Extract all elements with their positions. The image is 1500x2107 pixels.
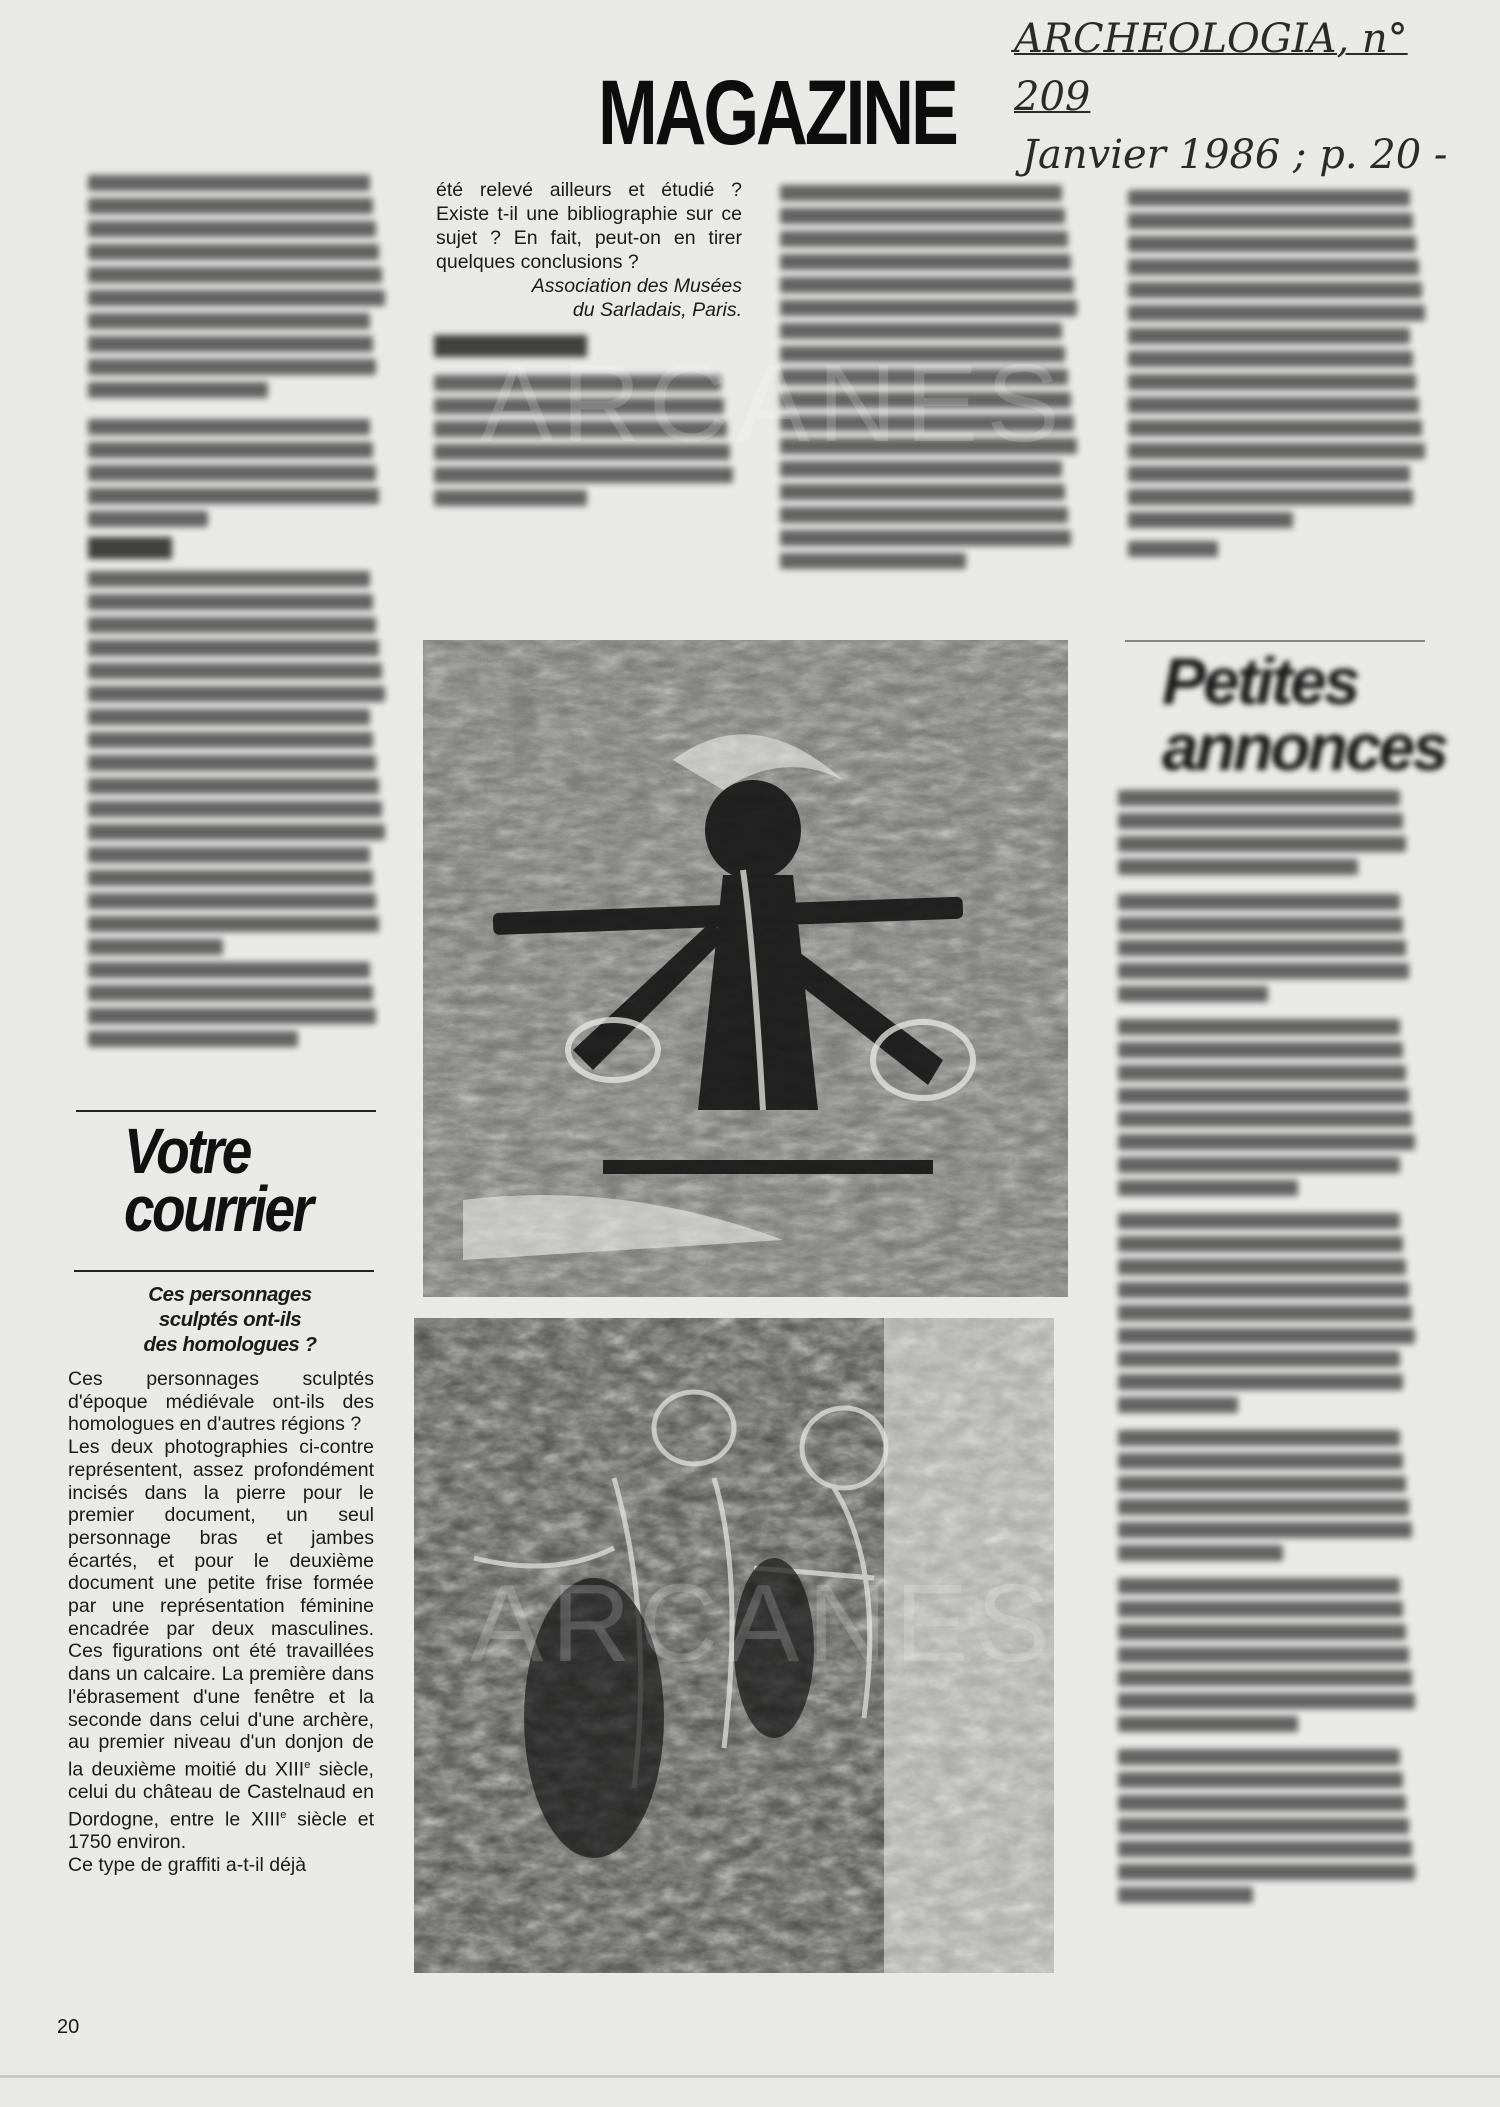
blurred-line (1118, 1157, 1400, 1173)
blurred-line (1118, 894, 1400, 910)
courrier-paragraph-1: Ces personnages sculptés d'époque médiévale ont-ils des homologues en d'autres régions ? (68, 1368, 374, 1436)
blurred-line (88, 640, 379, 656)
blurred-gap (1118, 1009, 1418, 1019)
blurred-line (1128, 489, 1413, 505)
blurred-line (88, 594, 373, 610)
blurred-line (1118, 1670, 1412, 1686)
blurred-line (1118, 1887, 1253, 1903)
blurred-line (88, 985, 373, 1001)
blurred-line (1118, 1716, 1298, 1732)
blurred-line (780, 438, 1077, 454)
classified-ads-heading: Petites annonces (1162, 644, 1447, 784)
blurred-line (88, 1031, 298, 1047)
courrier-title (124, 1115, 348, 1245)
blurred-line (88, 359, 376, 375)
blurred-line (780, 323, 1062, 339)
blurred-line (1118, 813, 1403, 829)
blurred-line (1128, 305, 1425, 321)
blurred-line (1118, 1088, 1409, 1104)
blurred-line (1128, 374, 1416, 390)
courrier-subtitle-line-2: sculptés ont-ils (158, 1308, 302, 1331)
blurred-line (88, 617, 376, 633)
blurred-line (1118, 1351, 1400, 1367)
handwritten-reference (1014, 10, 1484, 184)
blurred-line (88, 442, 373, 458)
right-blurred-column-bottom (1118, 790, 1418, 1910)
blurred-line (1118, 836, 1406, 852)
courrier-subtitle-line-3: des homologues ? (143, 1333, 317, 1356)
blurred-line (1118, 1795, 1406, 1811)
courrier-paragraph-2a: Les deux photographies ci-contre représentent, assez profondément incisés dans la pierre pour le premier document, un seul personnage bras et jambes écartés, et pour le deuxième document une petite frise formée par une représentation féminine encadrée par deux masculines. Ces figurations ont été travaillées dans un calcaire. La première dans l'ébrasement d'une fenêtre et la seconde dans celui d'une archère, au premier niveau d'un donjon de la deuxième moitié du XIII (68, 1436, 374, 1781)
courrier-paragraph-2b: siècle, celui du château de Castelnaud en Dordogne, entre le XIII (68, 1758, 374, 1831)
blurred-gap (1118, 1568, 1418, 1578)
letter-continuation-text: été relevé ailleurs et étudié ? Existe t-il une bibliographie sur ce sujet ? En fait, peut-on en tirer quelques conclusions ? (436, 179, 742, 273)
blurred-line (1128, 190, 1410, 206)
blurred-line (88, 511, 208, 527)
blurred-line (88, 290, 385, 306)
blurred-line (88, 244, 379, 260)
blurred-line (88, 686, 385, 702)
superscript-e: e (280, 1808, 287, 1821)
courrier-title-line-2: courrier (124, 1173, 312, 1245)
courrier-subtitle-line-1: Ces personnages (148, 1283, 312, 1306)
blurred-line (780, 392, 1071, 408)
watermark: ARCANES (480, 342, 1068, 465)
blurred-line (780, 530, 1071, 546)
blurred-line (88, 778, 379, 794)
blurred-line (1128, 259, 1419, 275)
blurred-line (88, 732, 373, 748)
blurred-line (434, 467, 733, 483)
blurred-line (780, 208, 1065, 224)
blurred-line (780, 553, 966, 569)
left-rule-top (76, 1110, 376, 1112)
blurred-line (1118, 1134, 1415, 1150)
blurred-line (88, 382, 268, 398)
blurred-gap (1118, 1203, 1418, 1213)
blurred-line (1118, 1772, 1403, 1788)
blurred-line (1118, 1042, 1403, 1058)
letter-signature-1: Association des Musées (531, 275, 742, 297)
left-blurred-column (88, 175, 388, 1054)
blurred-line (1118, 1259, 1406, 1275)
blurred-line (1128, 282, 1422, 298)
blurred-line (1118, 790, 1400, 806)
blurred-line (1128, 466, 1410, 482)
left-rule-bottom (74, 1270, 374, 1272)
courrier-paragraph-2 (68, 1436, 374, 1854)
superscript-e: e (304, 1758, 311, 1771)
blurred-line (1128, 443, 1425, 459)
page-number: 20 (57, 2016, 80, 2038)
blurred-line (780, 507, 1068, 523)
blurred-line (88, 571, 370, 587)
blurred-line (1128, 213, 1413, 229)
blurred-line (780, 369, 1068, 385)
blurred-line (1128, 328, 1410, 344)
blurred-line (1118, 1065, 1406, 1081)
blurred-line (780, 484, 1065, 500)
blurred-line (1118, 1499, 1409, 1515)
blurred-line (88, 488, 379, 504)
blurred-gap (88, 405, 388, 419)
blurred-line (88, 313, 370, 329)
blurred-line (780, 277, 1074, 293)
blurred-heading (88, 537, 172, 559)
blurred-line (434, 490, 587, 506)
blurred-line (1118, 1213, 1400, 1229)
photo-2-rendering (414, 1318, 1054, 1973)
section-masthead: MAGAZINE (598, 62, 956, 164)
blurred-line (780, 461, 1062, 477)
blurred-line (780, 415, 1074, 431)
blurred-line (1118, 1476, 1406, 1492)
blurred-line (1118, 1111, 1412, 1127)
blurred-line (1118, 1601, 1403, 1617)
handwritten-line-2: Janvier 1986 ; p. 20 - (1022, 132, 1448, 178)
blurred-line (88, 336, 373, 352)
blurred-line (780, 300, 1077, 316)
blurred-line (1118, 1693, 1415, 1709)
blurred-line (1118, 1019, 1400, 1035)
blurred-line (1118, 1180, 1298, 1196)
blurred-line (1118, 1647, 1409, 1663)
blurred-line (88, 465, 376, 481)
courrier-title-line-1: Votre (124, 1115, 250, 1187)
blurred-line (1118, 1328, 1415, 1344)
letter-signature-2: du Sarladais, Paris. (572, 299, 742, 321)
blurred-line (1128, 351, 1413, 367)
blurred-line (1128, 397, 1419, 413)
blurred-line (780, 254, 1071, 270)
blurred-line (1118, 1578, 1400, 1594)
blurred-line (1118, 859, 1358, 875)
page-bottom-edge (0, 2075, 1500, 2078)
blurred-line (88, 847, 370, 863)
blurred-line (1118, 917, 1403, 933)
blurred-line (88, 709, 370, 725)
blurred-line (1118, 1749, 1400, 1765)
blurred-line (1118, 1236, 1403, 1252)
blurred-gap (1118, 1420, 1418, 1430)
blurred-line (1128, 512, 1293, 528)
blurred-gap (1118, 1739, 1418, 1749)
blurred-line (88, 663, 382, 679)
blurred-line (88, 801, 382, 817)
blurred-line (1118, 986, 1268, 1002)
blurred-line (88, 962, 370, 978)
blurred-line (1118, 1864, 1415, 1880)
blurred-line (434, 421, 727, 437)
blurred-line (434, 398, 724, 414)
courrier-letter-body (68, 1368, 374, 1876)
blurred-line (780, 231, 1068, 247)
blurred-line (434, 375, 721, 391)
blurred-line (88, 267, 382, 283)
blurred-line (88, 893, 376, 909)
courrier-paragraph-2c: siècle et 1750 environ. (68, 1808, 374, 1854)
blurred-line (1118, 1841, 1412, 1857)
photo-1-rendering (423, 640, 1068, 1297)
blurred-line (88, 419, 370, 435)
blurred-line (1118, 1453, 1403, 1469)
blurred-line (88, 198, 373, 214)
right-rule (1125, 640, 1425, 642)
blurred-line (88, 870, 373, 886)
blurred-line (1118, 1374, 1403, 1390)
blurred-line (1128, 236, 1416, 252)
letter-continuation (436, 178, 742, 322)
blurred-line (1118, 1430, 1400, 1446)
blurred-gap (1118, 882, 1418, 894)
blurred-heading (434, 335, 587, 357)
blurred-line (1118, 1282, 1409, 1298)
blurred-line (1118, 1397, 1238, 1413)
blurred-line (88, 221, 376, 237)
right-blurred-column-top (1128, 190, 1428, 564)
blurred-line (88, 755, 376, 771)
blurred-line (88, 939, 223, 955)
blurred-line (1118, 1624, 1406, 1640)
blurred-line (88, 916, 379, 932)
third-blurred-column (780, 185, 1080, 576)
photo-incised-frieze (414, 1318, 1054, 1973)
blurred-line (780, 346, 1065, 362)
blurred-line (434, 444, 730, 460)
blurred-line (88, 175, 370, 191)
blurred-line (88, 1008, 376, 1024)
blurred-line (1118, 963, 1409, 979)
middle-blurred-column (434, 325, 739, 513)
blurred-line (1118, 1305, 1412, 1321)
courrier-paragraph-3: Ce type de graffiti a-t-il déjà (68, 1853, 307, 1876)
handwritten-line-1: ARCHEOLOGIA, n° 209 (1014, 16, 1408, 120)
blurred-line (1128, 541, 1218, 557)
photo-incised-figure (423, 640, 1068, 1297)
blurred-line (1118, 1522, 1412, 1538)
courrier-subtitle (100, 1282, 360, 1357)
blurred-line (1118, 940, 1406, 956)
blurred-line (88, 824, 385, 840)
blurred-line (1128, 420, 1422, 436)
blurred-line (780, 185, 1062, 201)
blurred-line (1118, 1818, 1409, 1834)
blurred-line (1118, 1545, 1283, 1561)
